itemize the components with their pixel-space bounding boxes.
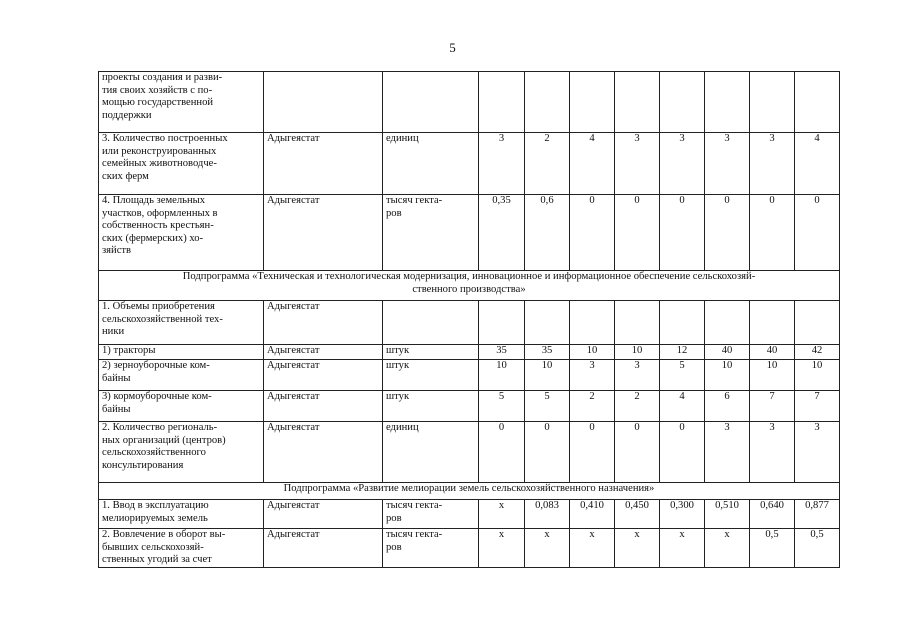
value-cell bbox=[750, 72, 795, 133]
value-cell bbox=[795, 301, 840, 345]
subprogram-row bbox=[99, 271, 840, 301]
value-cell: 0,5 bbox=[750, 529, 795, 568]
value-cell: 4 bbox=[660, 391, 705, 422]
value-cell bbox=[479, 72, 525, 133]
value-cell bbox=[570, 301, 615, 345]
table-row bbox=[99, 301, 840, 345]
unit-cell: тысяч гекта- ров bbox=[383, 195, 479, 271]
value-cell: 3 bbox=[705, 422, 750, 483]
value-cell: 4 bbox=[570, 133, 615, 195]
value-cell bbox=[705, 72, 750, 133]
source-cell: Адыгеястат bbox=[264, 345, 383, 360]
value-cell: 7 bbox=[795, 391, 840, 422]
value-cell: 0 bbox=[525, 422, 570, 483]
value-cell: 35 bbox=[525, 345, 570, 360]
indicator-cell: 1. Объемы приобретения сельскохозяйственной тех- ники bbox=[99, 301, 264, 345]
value-cell bbox=[660, 301, 705, 345]
value-cell: 3 bbox=[660, 133, 705, 195]
unit-cell: штук bbox=[383, 360, 479, 391]
source-cell: Адыгеястат bbox=[264, 422, 383, 483]
value-cell: 0 bbox=[479, 422, 525, 483]
value-cell: 0 bbox=[750, 195, 795, 271]
value-cell: 0,450 bbox=[615, 500, 660, 529]
table-row bbox=[99, 529, 840, 568]
value-cell: 10 bbox=[705, 360, 750, 391]
source-cell: Адыгеястат bbox=[264, 529, 383, 568]
source-cell: Адыгеястат bbox=[264, 301, 383, 345]
value-cell: 10 bbox=[795, 360, 840, 391]
value-cell: 35 bbox=[479, 345, 525, 360]
value-cell: 3 bbox=[795, 422, 840, 483]
value-cell: 3 bbox=[615, 133, 660, 195]
indicators-table bbox=[98, 71, 840, 568]
source-cell: Адыгеястат bbox=[264, 500, 383, 529]
value-cell: 7 bbox=[750, 391, 795, 422]
indicator-cell: 1) тракторы bbox=[99, 345, 264, 360]
value-cell: 3 bbox=[479, 133, 525, 195]
value-cell: х bbox=[615, 529, 660, 568]
table-row bbox=[99, 391, 840, 422]
value-cell: 0 bbox=[570, 195, 615, 271]
value-cell bbox=[570, 72, 615, 133]
value-cell: 5 bbox=[479, 391, 525, 422]
value-cell bbox=[615, 72, 660, 133]
value-cell: 40 bbox=[750, 345, 795, 360]
value-cell: 2 bbox=[615, 391, 660, 422]
value-cell: 0 bbox=[795, 195, 840, 271]
value-cell bbox=[660, 72, 705, 133]
value-cell bbox=[525, 301, 570, 345]
value-cell: 0,640 bbox=[750, 500, 795, 529]
table-row bbox=[99, 422, 840, 483]
indicator-cell: 3) кормоуборочные ком- байны bbox=[99, 391, 264, 422]
value-cell: 0,300 bbox=[660, 500, 705, 529]
value-cell bbox=[479, 301, 525, 345]
indicator-cell: 4. Площадь земельных участков, оформленных в собственность крестьян- ских (фермерских) хо- зяйств bbox=[99, 195, 264, 271]
indicator-cell: 2) зерноуборочные ком- байны bbox=[99, 360, 264, 391]
indicator-cell: 2. Вовлечение в оборот вы- бывших сельскохозяй- ственных угодий за счет bbox=[99, 529, 264, 568]
value-cell: 5 bbox=[660, 360, 705, 391]
value-cell: 12 bbox=[660, 345, 705, 360]
value-cell: х bbox=[570, 529, 615, 568]
value-cell: х bbox=[479, 500, 525, 529]
value-cell: 0 bbox=[615, 195, 660, 271]
value-cell: 0,083 bbox=[525, 500, 570, 529]
table-row bbox=[99, 360, 840, 391]
value-cell: 3 bbox=[750, 133, 795, 195]
table-row bbox=[99, 345, 840, 360]
indicator-cell: 2. Количество региональ- ных организаций (центров) сельскохозяйственного консультирования bbox=[99, 422, 264, 483]
value-cell: 0,410 bbox=[570, 500, 615, 529]
unit-cell: тысяч гекта- ров bbox=[383, 500, 479, 529]
value-cell bbox=[615, 301, 660, 345]
value-cell: 3 bbox=[615, 360, 660, 391]
value-cell: 0,510 bbox=[705, 500, 750, 529]
indicator-cell: 1. Ввод в эксплуатацию мелиорируемых земель bbox=[99, 500, 264, 529]
source-cell bbox=[264, 72, 383, 133]
value-cell: 3 bbox=[705, 133, 750, 195]
indicator-cell: проекты создания и разви- тия своих хозяйств с по- мощью государственной поддержки bbox=[99, 72, 264, 133]
page-number: 5 bbox=[449, 40, 456, 55]
value-cell: 10 bbox=[479, 360, 525, 391]
value-cell: 0 bbox=[615, 422, 660, 483]
value-cell: 0,6 bbox=[525, 195, 570, 271]
value-cell: 10 bbox=[570, 345, 615, 360]
value-cell: 4 bbox=[795, 133, 840, 195]
value-cell bbox=[750, 301, 795, 345]
unit-cell: единиц bbox=[383, 422, 479, 483]
value-cell: 10 bbox=[525, 360, 570, 391]
table-row bbox=[99, 500, 840, 529]
subprogram-title: Подпрограмма «Развитие мелиорации земель сельскохозяйственного назначения» bbox=[99, 483, 840, 500]
unit-cell: единиц bbox=[383, 133, 479, 195]
subprogram-row bbox=[99, 483, 840, 500]
value-cell: х bbox=[660, 529, 705, 568]
unit-cell: тысяч гекта- ров bbox=[383, 529, 479, 568]
indicator-cell: 3. Количество построенных или реконструированных семейных животноводче- ских ферм bbox=[99, 133, 264, 195]
value-cell bbox=[705, 301, 750, 345]
source-cell: Адыгеястат bbox=[264, 360, 383, 391]
value-cell: 2 bbox=[570, 391, 615, 422]
source-cell: Адыгеястат bbox=[264, 133, 383, 195]
subprogram-title: Подпрограмма «Техническая и технологическая модернизация, инновационное и информационное обеспечение сельскохозяй- ственного производства» bbox=[99, 271, 840, 301]
value-cell: 40 bbox=[705, 345, 750, 360]
value-cell: 10 bbox=[615, 345, 660, 360]
value-cell: х bbox=[705, 529, 750, 568]
source-cell: Адыгеястат bbox=[264, 391, 383, 422]
value-cell: 5 bbox=[525, 391, 570, 422]
source-cell: Адыгеястат bbox=[264, 195, 383, 271]
value-cell: х bbox=[479, 529, 525, 568]
value-cell: 3 bbox=[750, 422, 795, 483]
unit-cell: штук bbox=[383, 345, 479, 360]
value-cell: х bbox=[525, 529, 570, 568]
value-cell: 0 bbox=[660, 422, 705, 483]
value-cell: 10 bbox=[750, 360, 795, 391]
unit-cell: штук bbox=[383, 391, 479, 422]
unit-cell bbox=[383, 301, 479, 345]
value-cell: 0 bbox=[570, 422, 615, 483]
table-row bbox=[99, 133, 840, 195]
value-cell: 0,35 bbox=[479, 195, 525, 271]
value-cell: 0,877 bbox=[795, 500, 840, 529]
value-cell: 0 bbox=[660, 195, 705, 271]
value-cell: 0 bbox=[705, 195, 750, 271]
value-cell: 42 bbox=[795, 345, 840, 360]
value-cell bbox=[795, 72, 840, 133]
table-row bbox=[99, 195, 840, 271]
value-cell: 2 bbox=[525, 133, 570, 195]
table-row bbox=[99, 72, 840, 133]
value-cell: 0,5 bbox=[795, 529, 840, 568]
value-cell bbox=[525, 72, 570, 133]
unit-cell bbox=[383, 72, 479, 133]
value-cell: 6 bbox=[705, 391, 750, 422]
value-cell: 3 bbox=[570, 360, 615, 391]
